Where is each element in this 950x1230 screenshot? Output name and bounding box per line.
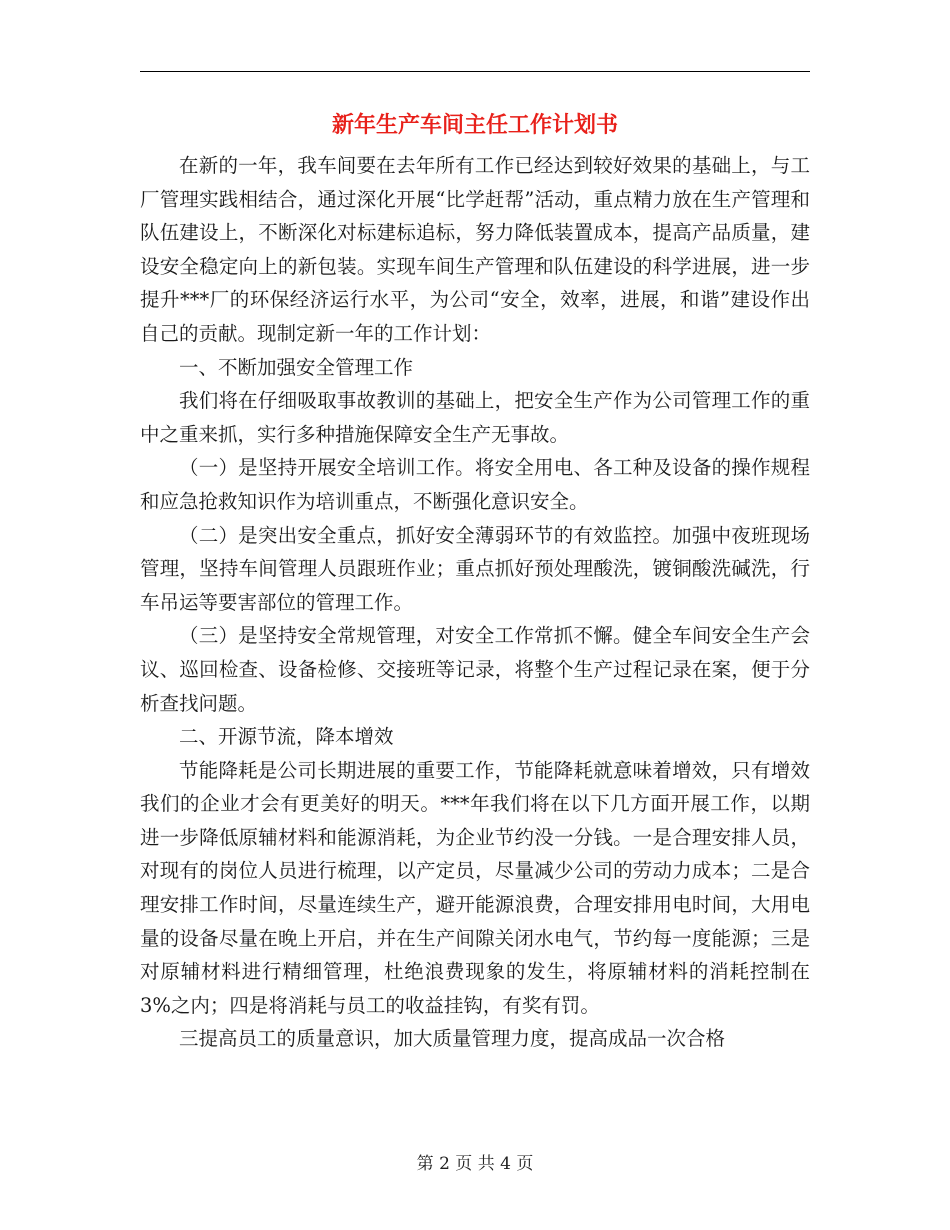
section-heading-cost: 二、开源节流，降本增效	[179, 725, 394, 749]
page-number: 第 2 页 共 4 页	[416, 1154, 534, 1174]
paragraph-safety-item-2: （二）是突出安全重点，抓好安全薄弱环节的有效监控。加强中夜班现场管理，坚持车间管理人员跟班作业；重点抓好预处理酸洗，镀铜酸洗碱洗，行车吊运等要害部位的管理工作。	[140, 523, 810, 614]
paragraph-quality: 三提高员工的质量意识，加大质量管理力度，提高成品一次合格	[179, 1027, 726, 1051]
section-heading-safety: 一、不断加强安全管理工作	[179, 355, 414, 379]
paragraph-safety-overview: 我们将在仔细吸取事故教训的基础上，把安全生产作为公司管理工作的重中之重来抓，实行多种措施保障安全生产无事故。	[140, 389, 810, 446]
header-rule	[140, 71, 810, 72]
document-body	[140, 149, 810, 1056]
paragraph-safety-item-1: （一）是坚持开展安全培训工作。将安全用电、各工种及设备的操作规程和应急抢救知识作为培训重点，不断强化意识安全。	[140, 456, 810, 513]
paragraph-intro: 在新的一年，我车间要在去年所有工作已经达到较好效果的基础上，与工厂管理实践相结合，通过深化开展“比学赶帮”活动，重点精力放在生产管理和队伍建设上，不断深化对标建标追标，努力降低装置成本，提高产品质量，建设安全稳定向上的新包装。实现车间生产管理和队伍建设的科学进展，进一步提升***厂的环保经济运行水平，为公司“安全，效率，进展，和谐”建设作出自己的贡献。现制定新一年的工作计划：	[140, 154, 810, 345]
paragraph-cost-saving: 节能降耗是公司长期进展的重要工作，节能降耗就意味着增效，只有增效我们的企业才会有更美好的明天。***年我们将在以下几方面开展工作，以期进一步降低原辅材料和能源消耗，为企业节约没一分钱。一是合理安排人员，对现有的岗位人员进行梳理，以产定员，尽量减少公司的劳动力成本；二是合理安排工作时间，尽量连续生产，避开能源浪费，合理安排用电时间，大用电量的设备尽量在晚上开启，并在生产间隙关闭水电气，节约每一度能源；三是对原辅材料进行精细管理，杜绝浪费现象的发生，将原辅材料的消耗控制在3%之内；四是将消耗与员工的收益挂钩，有奖有罚。	[140, 758, 810, 1017]
document-title: 新年生产车间主任工作计划书	[331, 113, 618, 138]
paragraph-safety-item-3: （三）是坚持安全常规管理，对安全工作常抓不懈。健全车间安全生产会议、巡回检查、设备检修、交接班等记录，将整个生产过程记录在案，便于分析查找问题。	[140, 624, 810, 715]
